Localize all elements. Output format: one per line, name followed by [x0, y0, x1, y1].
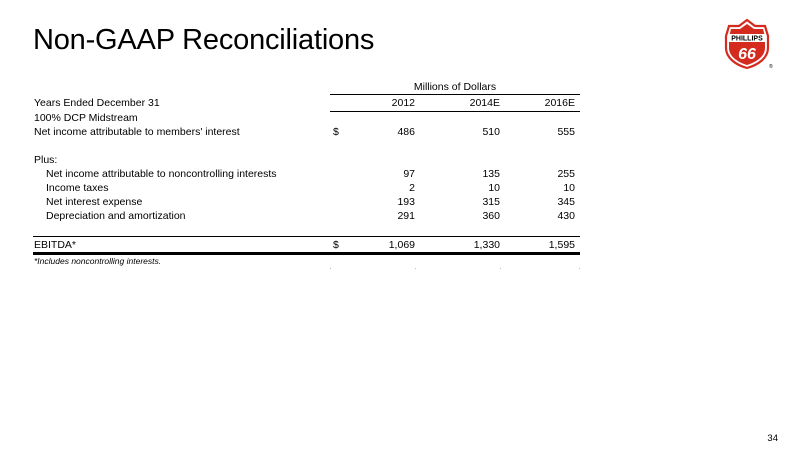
- row-label: Income taxes: [46, 182, 109, 194]
- column-header-2014e: 2014E: [469, 97, 500, 109]
- page-title: Non-GAAP Reconciliations: [33, 24, 375, 56]
- header-label: Years Ended December 31: [34, 97, 160, 109]
- currency-symbol: $: [333, 126, 339, 138]
- svg-text:®: ®: [769, 64, 773, 70]
- cell-2012: 1,069: [388, 239, 415, 251]
- divider-mark: [579, 268, 580, 269]
- row-label: Net income attributable to members' interest: [34, 126, 240, 138]
- svg-text:PHILLIPS: PHILLIPS: [731, 35, 763, 43]
- cell-2016e: 345: [557, 196, 575, 208]
- svg-text:66: 66: [738, 46, 756, 63]
- cell-2014e: 360: [482, 210, 500, 222]
- footnote: *Includes noncontrolling interests.: [34, 256, 162, 266]
- column-header-2012: 2012: [391, 97, 415, 109]
- phillips-66-logo: [722, 18, 772, 70]
- units-label: Millions of Dollars: [413, 81, 497, 93]
- cell-2014e: 10: [488, 182, 500, 194]
- divider-mark: [330, 268, 331, 269]
- cell-2012: 97: [403, 168, 415, 180]
- subtotal-rule: [33, 236, 580, 237]
- row-label: EBITDA*: [34, 239, 77, 251]
- row-label: Net interest expense: [46, 196, 143, 208]
- cell-2014e: 135: [482, 168, 500, 180]
- row-label: Depreciation and amortization: [46, 210, 186, 222]
- header-bottom-rule: [330, 111, 580, 112]
- cell-2014e: 1,330: [473, 239, 500, 251]
- cell-2014e: 510: [482, 126, 500, 138]
- section-label: 100% DCP Midstream: [34, 112, 138, 124]
- cell-2016e: 1,595: [548, 239, 575, 251]
- total-rule: [33, 252, 580, 255]
- cell-2012: 291: [397, 210, 415, 222]
- cell-2012: 486: [397, 126, 415, 138]
- currency-symbol: $: [333, 239, 339, 251]
- cell-2016e: 255: [557, 168, 575, 180]
- divider-mark: [500, 268, 501, 269]
- cell-2012: 2: [409, 182, 415, 194]
- column-header-2016e: 2016E: [544, 97, 575, 109]
- cell-2016e: 10: [563, 182, 575, 194]
- plus-label: Plus:: [34, 154, 58, 166]
- cell-2014e: 315: [482, 196, 500, 208]
- cell-2012: 193: [397, 196, 415, 208]
- cell-2016e: 555: [557, 126, 575, 138]
- header-top-rule: [330, 94, 580, 95]
- row-label: Net income attributable to noncontrolling interests: [46, 168, 277, 180]
- page-number: 34: [767, 433, 778, 444]
- divider-mark: [415, 268, 416, 269]
- cell-2016e: 430: [557, 210, 575, 222]
